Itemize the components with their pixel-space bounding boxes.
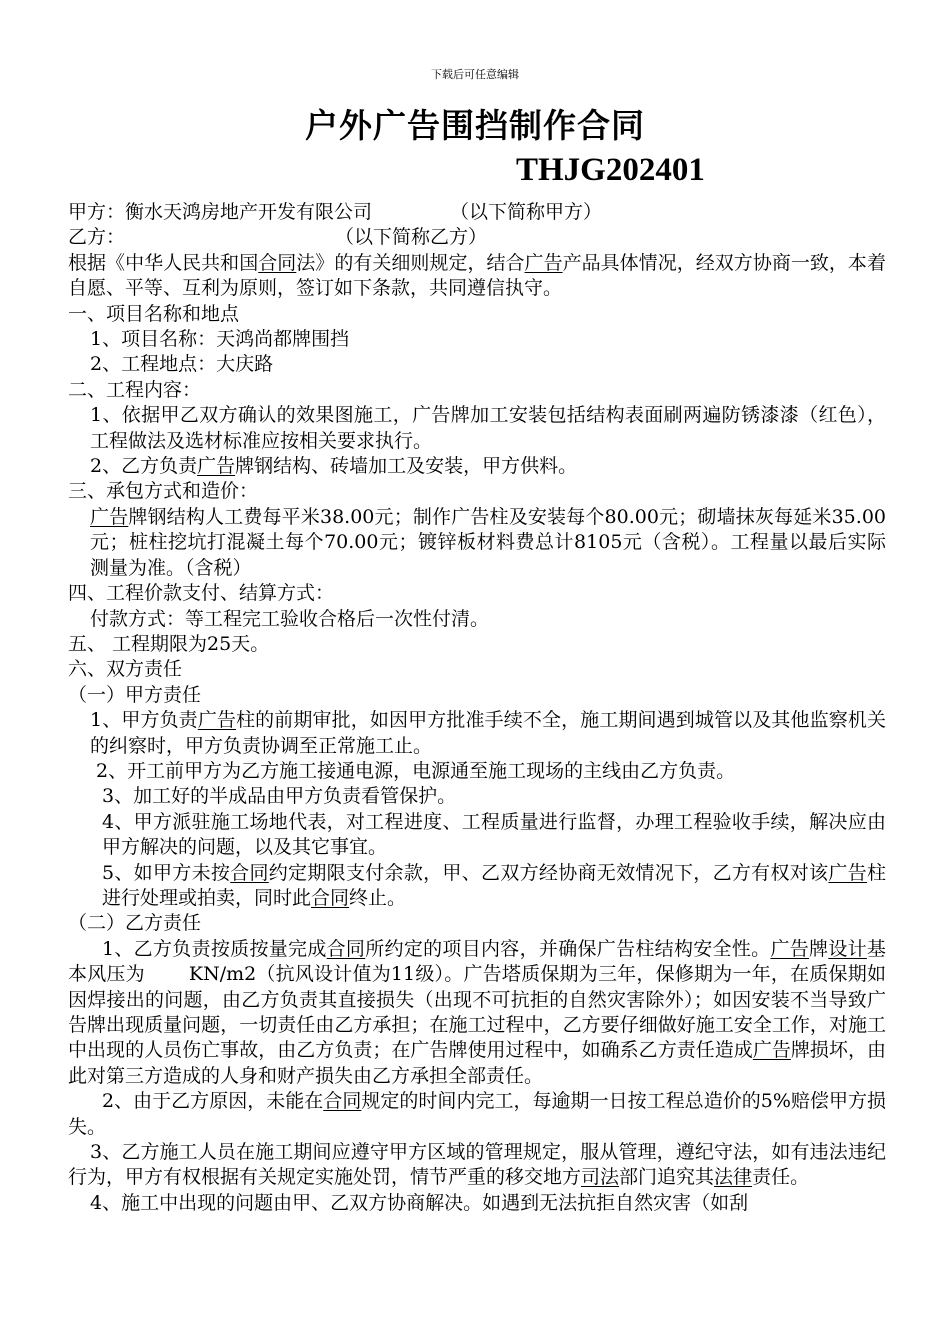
section-2-heading: 二、工程内容：	[68, 378, 202, 401]
duty-text: 牌	[809, 937, 829, 960]
link-contract: 合同	[326, 937, 366, 960]
party-b-alias: （以下简称乙方）	[335, 226, 488, 249]
section-5-heading: 五、 工程期限为25天。	[68, 632, 270, 655]
link-advert: 广告	[90, 505, 129, 528]
project-location: 2、工程地点：大庆路	[90, 353, 274, 376]
duty-text: 柱进行处理或拍卖，同时此	[102, 861, 886, 909]
pricing-paragraph	[68, 505, 886, 581]
pricing-text: 牌钢结构人工费每平米38.00元；制作广告柱及安装每个80.00元；砌墙抹灰每延米35.00元；桩柱挖坑打混凝土每个70.00元；镀锌板材料费总计8105元（含税）。工程量以最后实际测量为准。（含税）	[90, 505, 886, 579]
duty-text: 柱的前期审批，如因甲方批准手续不全，施工期间遇到城管以及其他监察机关的纠察时，甲方负责协调至正常施工止。	[90, 709, 886, 757]
duty-text: 1、乙方负责按质按量完成	[102, 937, 327, 960]
scope-text: 2、乙方负责	[90, 455, 198, 478]
party-b-duty-4: 4、施工中出现的问题由甲、乙双方协商解决。如遇到无法抗拒自然灾害（如刮	[90, 1191, 749, 1214]
party-a-duty-3: 3、加工好的半成品由甲方负责看管保护。	[102, 785, 457, 808]
link-contract: 合同	[230, 861, 269, 884]
duty-text: 部门追究其	[619, 1166, 715, 1189]
party-b-duty-2	[68, 1089, 886, 1140]
party-a-duty-4: 4、甲方派驻施工场地代表，对工程进度、工程质量进行监督，办理工程验收手续，解决应由甲方解决的问题，以及其它事宜。	[102, 810, 886, 859]
duty-text: 规定的时间内完工，每逾期一日按工程总造价的5%赔偿甲方损失。	[68, 1090, 886, 1138]
party-a-line	[68, 200, 886, 225]
scope-item-1: 1、依据甲乙双方确认的效果图施工，广告牌加工安装包括结构表面刷两遍防锈漆漆（红色），工程做法及选材标准应按相关要求执行。	[90, 404, 886, 452]
payment-terms: 付款方式：等工程完工验收合格后一次性付清。	[90, 607, 490, 630]
duty-text: 5、如甲方未按	[102, 861, 231, 884]
duty-text: 2、由于乙方原因，未能在	[102, 1090, 324, 1113]
party-b-duty-1	[68, 937, 886, 1089]
link-advert: 广告	[524, 251, 563, 274]
header-note: 下载后可任意编辑	[431, 68, 519, 81]
intro-paragraph	[68, 251, 886, 302]
contract-code: THJG202401	[516, 152, 705, 188]
duty-text: 约定期限支付余款，甲、乙双方经协商无效情况下，乙方有权对该	[268, 861, 829, 884]
party-a-duty-2: 2、开工前甲方为乙方施工接通电源，电源通至施工现场的主线由乙方负责。	[96, 759, 736, 782]
party-a-duty-1	[68, 708, 886, 759]
party-a-duties-heading: （一）甲方责任	[68, 683, 202, 706]
scope-item-2	[68, 454, 886, 479]
link-advert: 广告	[770, 937, 810, 960]
link-contract: 合同	[258, 251, 297, 274]
link-advert: 广告	[828, 861, 867, 884]
party-a-duty-5	[68, 861, 886, 912]
link-justice: 司法	[581, 1166, 620, 1189]
duty-text: 3、乙方施工人员在施工期间应遵守甲方区域的管理规定，服从管理，遵纪守法，如有违法违纪行为，甲方有权根据有关规定实施处罚，情节严重的移交地方	[68, 1141, 886, 1189]
duty-text: 1、甲方负责	[90, 709, 198, 732]
party-b-duty-3	[68, 1140, 886, 1191]
party-a-label: 甲方：衡水天鸿房地产开发有限公司	[68, 201, 373, 223]
intro-text: 产品具体情况，经双方协商一致，本着自愿、平等、互利为原则，签订如下条款，共同遵信执守。	[68, 251, 886, 300]
duty-text: 牌损坏，由此对第三方造成的人身和财产损失由乙方承担全部责任。	[68, 1039, 886, 1087]
party-b-duties-heading: （二）乙方责任	[68, 912, 202, 935]
section-3-heading: 三、承包方式和造价：	[68, 480, 259, 503]
scope-text: 牌钢结构、砖墙加工及安装，甲方供料。	[235, 455, 578, 478]
contract-body	[68, 200, 886, 1216]
link-advert: 广告	[752, 1039, 791, 1062]
duty-text: 基本风压为	[68, 937, 886, 986]
link-advert: 广告	[197, 709, 237, 732]
section-6-heading: 六、双方责任	[68, 658, 183, 681]
party-b-label: 乙方：	[68, 226, 126, 249]
section-1-heading: 一、项目名称和地点	[68, 302, 240, 325]
link-advert: 广告	[197, 455, 236, 478]
link-design: 设计	[828, 937, 867, 960]
party-a-alias: （以下简称甲方）	[450, 201, 603, 223]
project-name: 1、项目名称：天鸿尚都牌围挡	[90, 328, 350, 351]
party-b-line	[68, 225, 886, 250]
intro-text: 法》的有关细则规定，结合	[296, 251, 525, 274]
section-4-heading: 四、工程价款支付、结算方式：	[68, 582, 335, 605]
link-contract: 合同	[323, 1090, 362, 1113]
duty-text: 终止。	[349, 886, 407, 909]
link-law: 法律	[714, 1166, 753, 1189]
intro-text: 根据《中华人民共和国	[68, 251, 259, 274]
duty-text: 责任。	[752, 1166, 810, 1189]
link-contract: 合同	[311, 886, 350, 909]
duty-text: 所约定的项目内容，并确保广告柱结构安全性。	[365, 937, 771, 960]
duty-text: KN/m2（抗风设计值为11级）。广告塔质保期为三年，保修期为一年，在质保期如因焊接出的问题，由乙方负责其直接损失（出现不可抗拒的自然灾害除外）；如因安装不当导致广告牌出现质量问题，一切责任由乙方承担；在施工过程中，乙方要仔细做好施工安全工作，对施工中出现的人员伤亡事故，由乙方负责；在广告牌使用过程中，如确系乙方责任造成	[68, 963, 886, 1062]
contract-title: 户外广告围挡制作合同	[305, 106, 645, 145]
